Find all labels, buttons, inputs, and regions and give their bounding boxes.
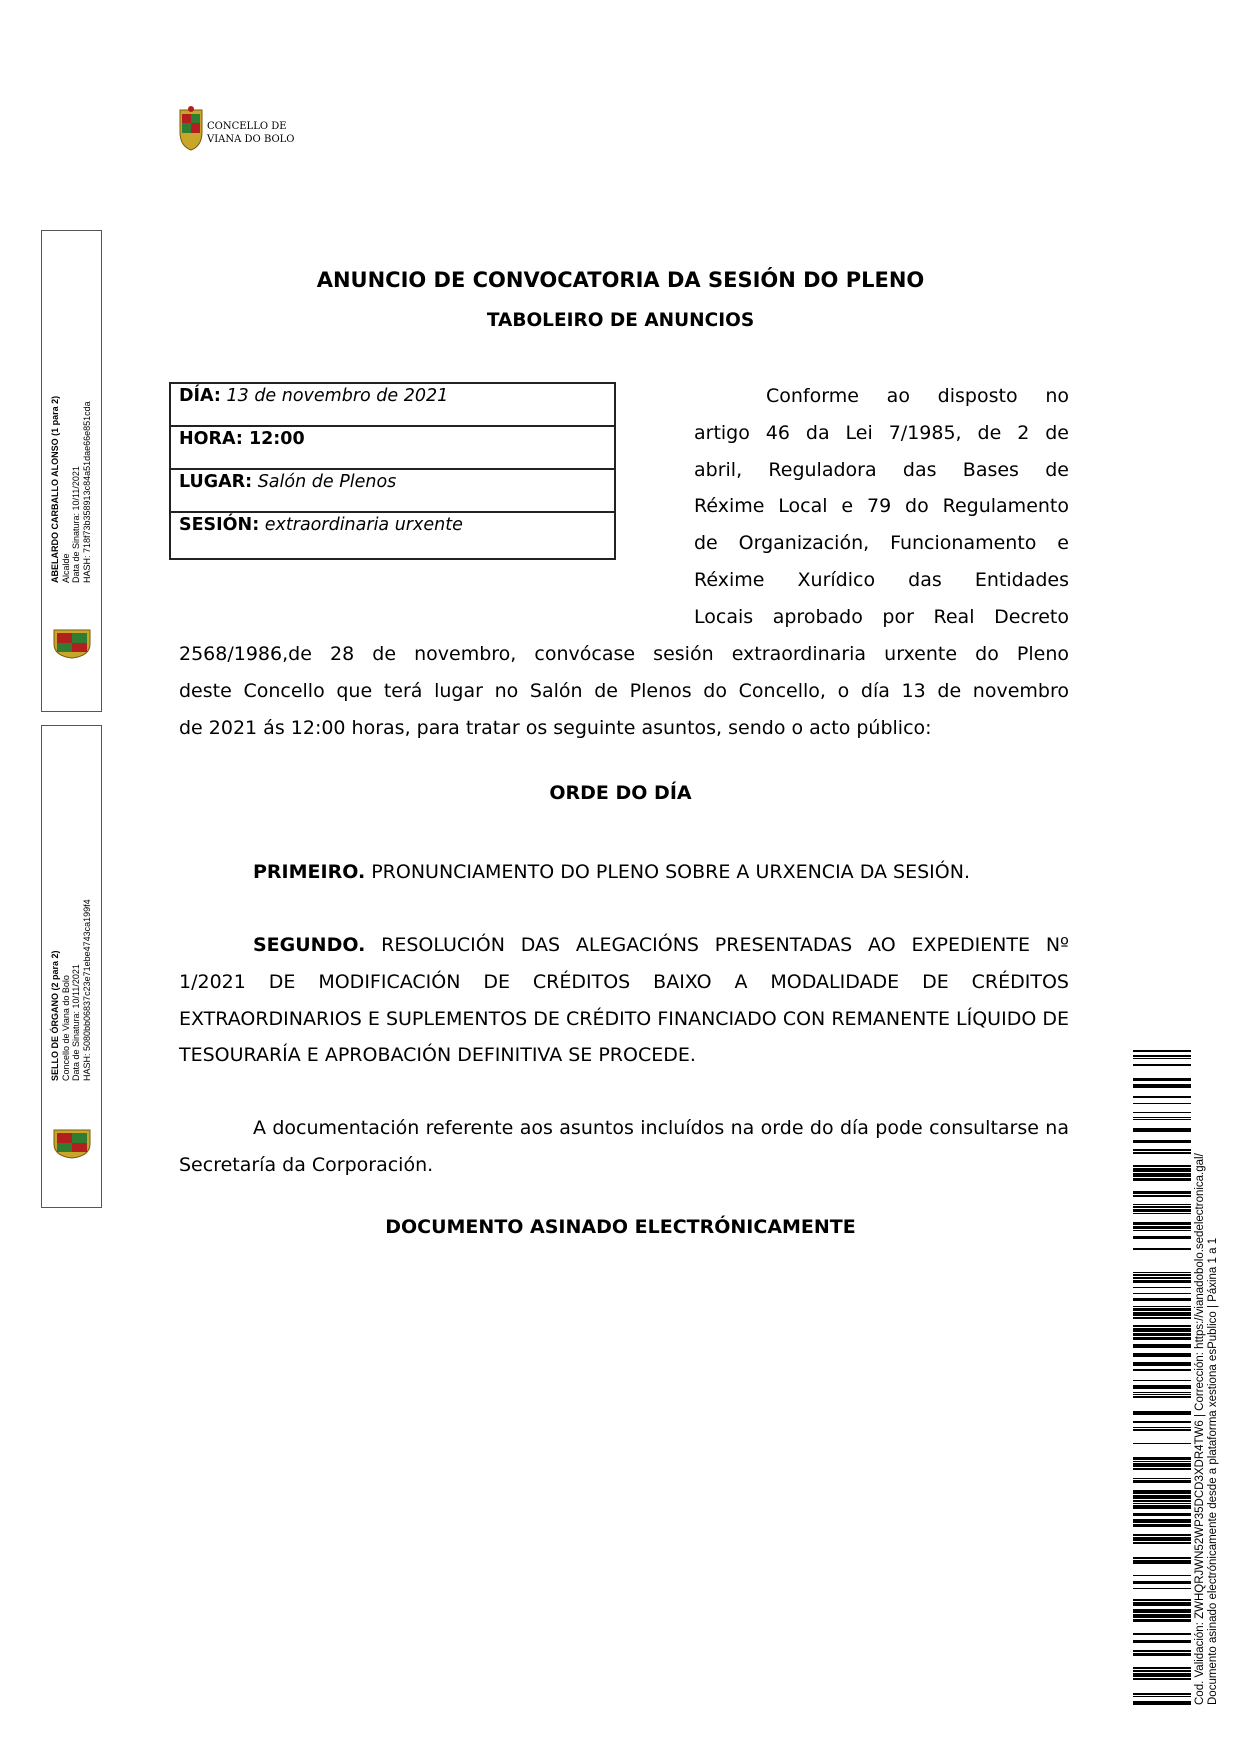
intro-line: artigo 46 da Lei 7/1985, de 2 de xyxy=(694,421,1069,444)
shield-icon xyxy=(50,626,94,660)
validation-line-2: Documento asinado electrónicamente desde a plataforma xestiona esPublico | Páxina 1 a 1 xyxy=(1207,1237,1219,1705)
agenda-title: ORDE DO DÍA xyxy=(549,782,692,804)
validation-barcode xyxy=(1133,1050,1191,1705)
intro-line: de Organización, Funcionamento e xyxy=(694,532,1069,555)
agenda-item-2-label: SEGUNDO. xyxy=(253,934,366,956)
sesion-label: SESIÓN: xyxy=(179,515,260,535)
lugar-value: Salón de Plenos xyxy=(257,472,397,492)
intro-line: de 2021 ás 12:00 horas, para tratar os seguinte asuntos, sendo o acto público: xyxy=(179,716,932,739)
info-row-sesion xyxy=(170,512,615,559)
lugar-label: LUGAR: xyxy=(179,472,253,492)
info-row-lugar xyxy=(170,469,615,512)
signature-1-date: Data de Sinatura: 10/11/2021 xyxy=(71,466,81,583)
agenda-item-2 xyxy=(179,927,1069,1074)
dia-label: DÍA: xyxy=(179,386,221,406)
signature-2-role: Concello de Viana do Bolo xyxy=(60,975,71,1081)
intro-line: deste Concello que terá lugar no Salón de Plenos do Concello, o día 13 de novembro xyxy=(179,679,1069,702)
signature-2-date: Data de Sinatura: 10/11/2021 xyxy=(71,964,81,1081)
agenda-item-1-label: PRIMEIRO. xyxy=(253,861,366,883)
documentation-paragraph xyxy=(179,1110,1069,1184)
signature-1-role: Alcalde xyxy=(60,553,71,583)
intro-line: Réxime Local e 79 do Regulamento xyxy=(694,495,1069,518)
validation-line-1: Cod. Validación: ZWHQRJWN52WP35DCD3XDR4TW6 | Corrección: https://vianadobolo.sedelectronica.gal/ xyxy=(1194,1153,1206,1705)
intro-paragraph-full xyxy=(179,636,1069,746)
org-name-line1: CONCELLO DE xyxy=(207,121,287,132)
intro-line: abril, Reguladora das Bases de xyxy=(694,458,1069,481)
validation-text xyxy=(1194,1153,1220,1705)
info-row-hora xyxy=(170,426,615,469)
agenda-item-1 xyxy=(179,854,1069,891)
agenda-item-2-text: RESOLUCIÓN DAS ALEGACIÓNS PRESENTADAS AO EXPEDIENTE Nº 1/2021 DE MODIFICACIÓN DE CRÉDITOS BAIXO A MODALIDADE DE CRÉDITOS EXTRAORDINARIOS E SUPLEMENTOS DE CRÉDITO FINANCIADO CON REMANENTE LÍQUIDO DE TESOURARÍA E APROBACIÓN DEFINITIVA SE PROCEDE. xyxy=(179,934,1069,1067)
org-name xyxy=(207,120,295,146)
intro-line: Réxime Xurídico das Entidades xyxy=(694,568,1069,591)
intro-line: Locais aprobado por Real Decreto xyxy=(694,605,1069,628)
org-name-line2: VIANA DO BOLO xyxy=(207,134,295,145)
signature-2-text xyxy=(50,899,92,1081)
intro-paragraph-right xyxy=(694,378,1069,636)
signature-1-hash: HASH: 718f73b358913c84a51dae66e851cda xyxy=(81,401,92,583)
signature-2-hash: HASH: 5080bb06837c23e71ebe4743ca199f4 xyxy=(81,899,92,1081)
shield-icon xyxy=(50,1126,94,1160)
intro-line: 2568/1986,de 28 de novembro, convócase sesión extraordinaria urxente do Pleno xyxy=(179,643,1069,665)
intro-line: Conforme ao disposto no xyxy=(766,385,1069,407)
document-subtitle: TABOLEIRO DE ANUNCIOS xyxy=(486,310,755,331)
signature-box-1 xyxy=(41,230,102,712)
dia-value: 13 de novembro de 2021 xyxy=(226,386,449,406)
signature-1-text xyxy=(50,396,92,583)
document-title: ANUNCIO DE CONVOCATORIA DA SESIÓN DO PLENO xyxy=(316,268,925,292)
documentation-text: A documentación referente aos asuntos incluídos na orde do día pode consultarse na Secretaría da Corporación. xyxy=(179,1117,1069,1176)
signed-notice: DOCUMENTO ASINADO ELECTRÓNICAMENTE xyxy=(385,1216,856,1238)
signature-2-name: SELLO DE ÓRGANO (2 para 2) xyxy=(50,950,60,1081)
session-info-table xyxy=(169,382,616,560)
hora-label: HORA: 12:00 xyxy=(179,429,305,449)
sesion-value: extraordinaria urxente xyxy=(264,515,463,535)
agenda-item-1-text: PRONUNCIAMENTO DO PLENO SOBRE A URXENCIA DA SESIÓN. xyxy=(371,861,970,883)
signature-1-name: ABELARDO CARBALLO ALONSO (1 para 2) xyxy=(50,395,60,583)
info-row-dia xyxy=(170,383,615,426)
